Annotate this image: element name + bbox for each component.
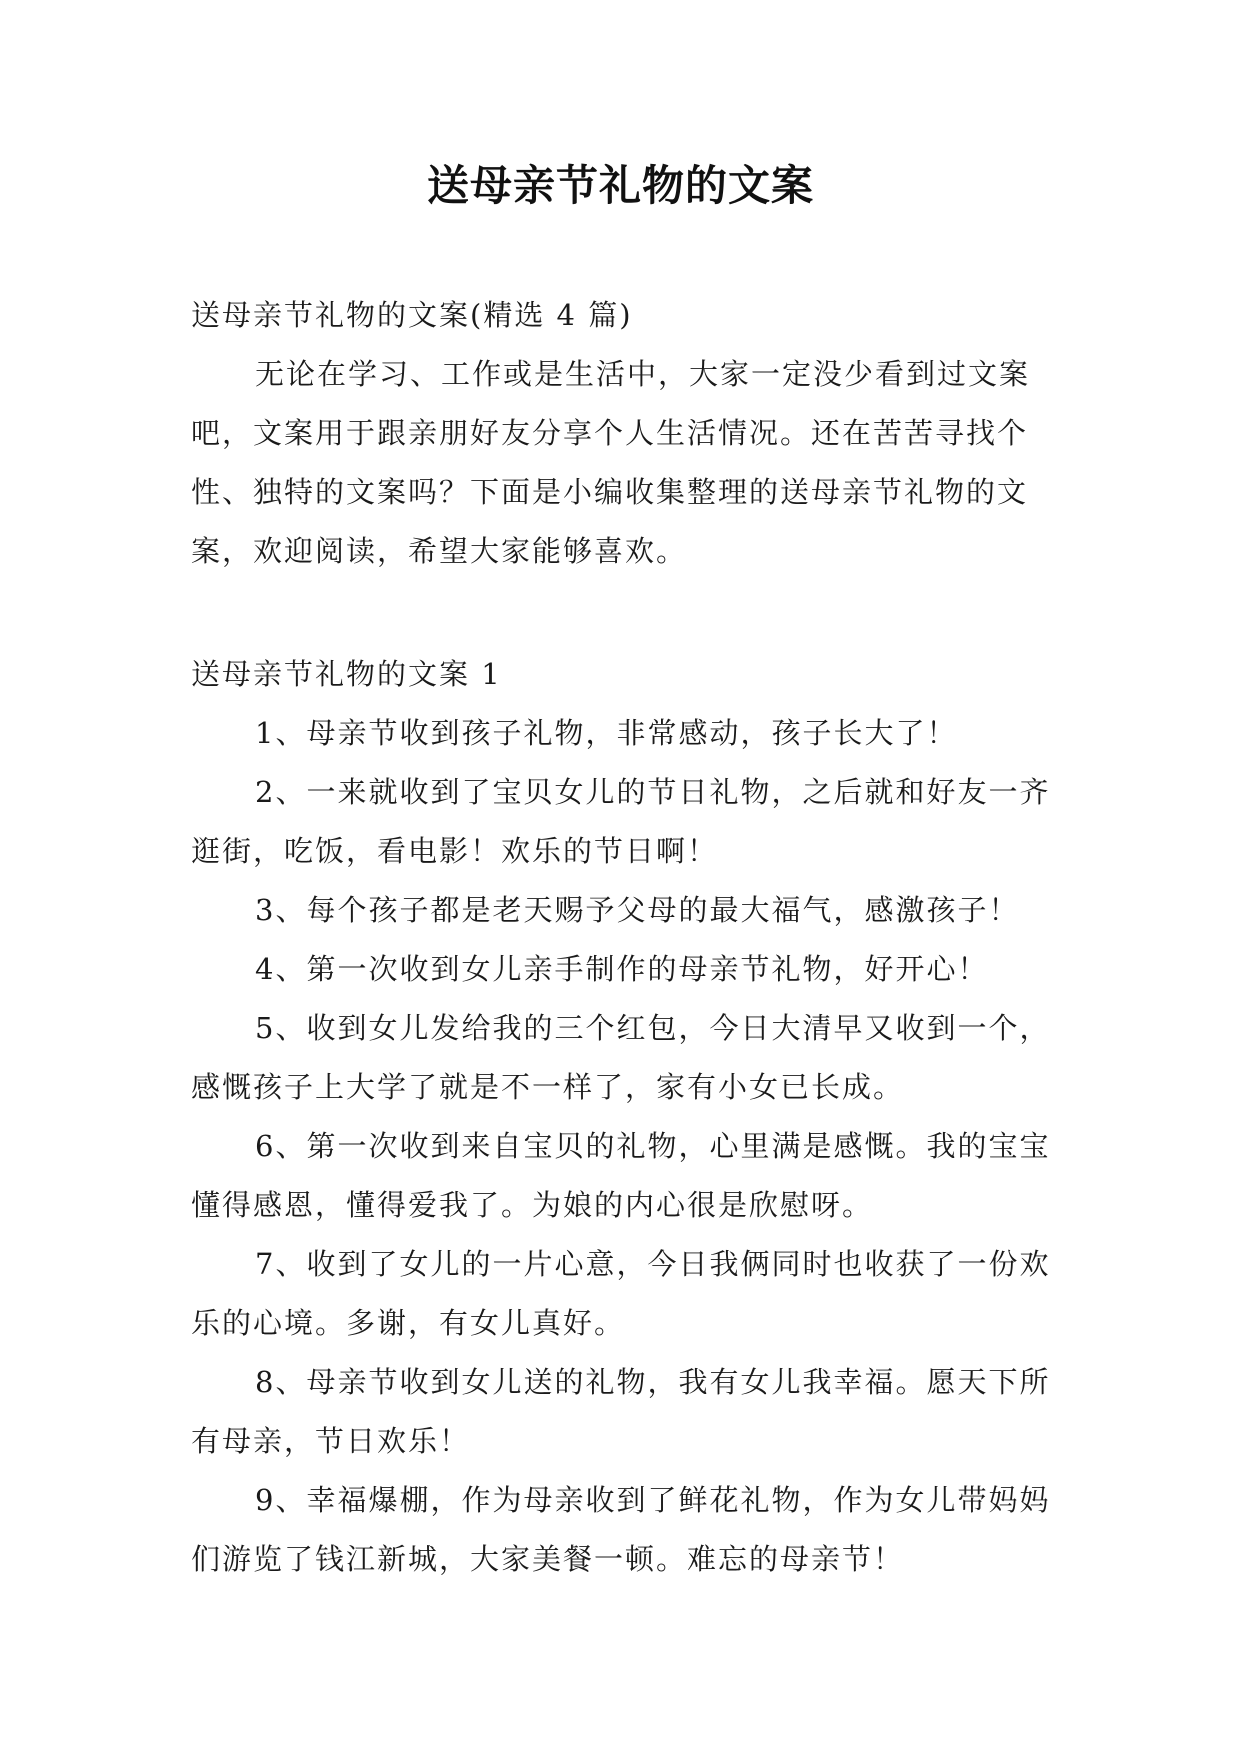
list-item: 2、一来就收到了宝贝女儿的节日礼物，之后就和好友一齐逛街，吃饭，看电影！欢乐的节日啊！	[191, 775, 1051, 868]
document-title: 送母亲节礼物的文案	[426, 161, 814, 210]
list-item: 1、母亲节收到孩子礼物，非常感动，孩子长大了！	[255, 716, 958, 750]
intro-paragraph: 无论在学习、工作或是生活中，大家一定没少看到过文案吧，文案用于跟亲朋好友分享个人生活情况。还在苦苦寻找个性、独特的文案吗？下面是小编收集整理的送母亲节礼物的文案，欢迎阅读，希望大家能够喜欢。	[191, 357, 1031, 568]
list-item: 9、幸福爆棚，作为母亲收到了鲜花礼物，作为女儿带妈妈们游览了钱江新城，大家美餐一顿。难忘的母亲节！	[191, 1483, 1051, 1576]
list-item: 5、收到女儿发给我的三个红包，今日大清早又收到一个，感慨孩子上大学了就是不一样了，家有小女已长成。	[191, 1011, 1051, 1104]
list-item: 4、第一次收到女儿亲手制作的母亲节礼物，好开心！	[255, 952, 989, 986]
list-item: 3、每个孩子都是老天赐予父母的最大福气，感激孩子！	[255, 893, 1020, 927]
list-item: 8、母亲节收到女儿送的礼物，我有女儿我幸福。愿天下所有母亲，节日欢乐！	[191, 1365, 1051, 1458]
list-item: 6、第一次收到来自宝贝的礼物，心里满是感慨。我的宝宝懂得感恩，懂得爱我了。为娘的内心很是欣慰呀。	[191, 1129, 1051, 1222]
section-heading: 送母亲节礼物的文案 1	[191, 657, 502, 691]
document-body	[191, 286, 1051, 1589]
list-item: 7、收到了女儿的一片心意，今日我俩同时也收获了一份欢乐的心境。多谢，有女儿真好。	[191, 1247, 1051, 1340]
document-subtitle: 送母亲节礼物的文案(精选 4 篇)	[191, 298, 633, 332]
